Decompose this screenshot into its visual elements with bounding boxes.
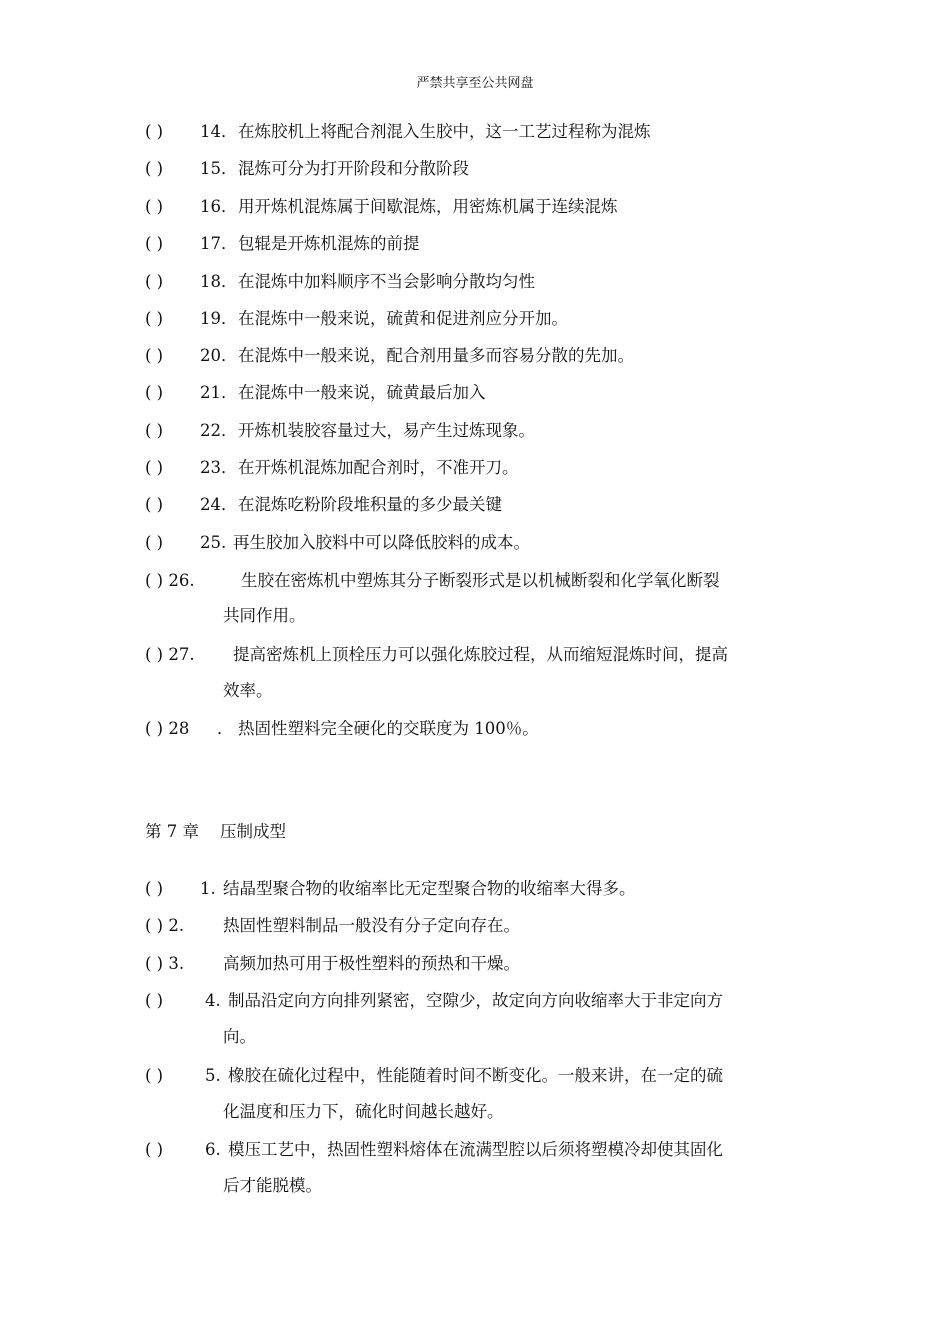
answer-blank: ( ) 26. <box>145 571 195 590</box>
answer-blank: ( ) <box>145 346 164 365</box>
chapter-heading: 第 7 章 压制成型 <box>145 822 286 841</box>
answer-blank: ( ) <box>145 197 164 216</box>
question-text: 在混炼中一般来说，硫黄最后加入 <box>238 383 486 402</box>
question-text: 生胶在密炼机中塑炼其分子断裂形式是以机械断裂和化学氧化断裂 <box>241 571 720 590</box>
question-text: 在混炼中加料顺序不当会影响分散均匀性 <box>238 272 535 291</box>
answer-blank: ( ) <box>145 421 164 440</box>
question-text: 开炼机装胶容量过大，易产生过炼现象。 <box>238 421 535 440</box>
answer-blank: ( ) 2. <box>145 916 185 935</box>
answer-blank: ( ) <box>145 1066 164 1085</box>
question-number: 14． <box>200 122 238 141</box>
question-text-continued: 化温度和压力下，硫化时间越长越好。 <box>223 1102 504 1121</box>
question-text: 热固性塑料制品一般没有分子定向存在。 <box>223 916 520 935</box>
question-text: 模压工艺中，热固性塑料熔体在流满型腔以后须将塑模冷却使其固化 <box>228 1140 723 1159</box>
question-number: 5. <box>205 1066 221 1085</box>
answer-blank: ( ) <box>145 272 164 291</box>
question-text: 橡胶在硫化过程中，性能随着时间不断变化。一般来讲，在一定的硫 <box>228 1066 723 1085</box>
answer-blank: ( ) <box>145 159 164 178</box>
answer-blank: ( ) <box>145 991 164 1010</box>
question-text-continued: 后才能脱模。 <box>223 1176 322 1195</box>
question-number: 19． <box>200 309 238 328</box>
question-text: 再生胶加入胶料中可以降低胶料的成本。 <box>233 533 530 552</box>
question-number: 25. <box>200 533 227 552</box>
answer-blank: ( ) <box>145 495 164 514</box>
question-text: 提高密炼机上顶栓压力可以强化炼胶过程，从而缩短混炼时间，提高 <box>233 645 728 664</box>
question-number: 21． <box>200 383 238 402</box>
question-text: 包辊是开炼机混炼的前提 <box>238 234 420 253</box>
question-number: ． <box>217 719 234 738</box>
question-number: 6. <box>205 1140 221 1159</box>
answer-blank: ( ) <box>145 309 164 328</box>
question-number: 4. <box>205 991 221 1010</box>
question-text: 用开炼机混炼属于间歇混炼，用密炼机属于连续混炼 <box>238 197 618 216</box>
question-number: 22． <box>200 421 238 440</box>
answer-blank: ( ) <box>145 383 164 402</box>
question-number: 15． <box>200 159 238 178</box>
answer-blank: ( ) <box>145 879 164 898</box>
question-number: 20． <box>200 346 238 365</box>
question-text: 在混炼吃粉阶段堆积量的多少最关键 <box>238 495 502 514</box>
answer-blank: ( ) <box>145 234 164 253</box>
question-text-continued: 向。 <box>223 1027 256 1046</box>
question-text: 高频加热可用于极性塑料的预热和干燥。 <box>223 954 520 973</box>
question-text-continued: 共同作用。 <box>223 606 306 625</box>
answer-blank: ( ) <box>145 1140 164 1159</box>
question-number: 18． <box>200 272 238 291</box>
question-text: 在炼胶机上将配合剂混入生胶中，这一工艺过程称为混炼 <box>238 122 651 141</box>
answer-blank: ( ) 28 <box>145 719 190 738</box>
answer-blank: ( ) <box>145 458 164 477</box>
question-number: 23． <box>200 458 238 477</box>
question-text-continued: 效率。 <box>223 681 273 700</box>
question-text: 混炼可分为打开阶段和分散阶段 <box>238 159 469 178</box>
question-text: 在混炼中一般来说，配合剂用量多而容易分散的先加。 <box>238 346 634 365</box>
question-number: 17． <box>200 234 238 253</box>
answer-blank: ( ) 3. <box>145 954 185 973</box>
page-header: 严禁共享至公共网盘 <box>416 76 534 91</box>
answer-blank: ( ) 27. <box>145 645 195 664</box>
question-text: 热固性塑料完全硬化的交联度为 100％。 <box>238 719 539 738</box>
question-number: 1. <box>200 879 216 898</box>
question-text: 在开炼机混炼加配合剂时，不准开刀。 <box>238 458 519 477</box>
question-number: 24． <box>200 495 238 514</box>
answer-blank: ( ) <box>145 122 164 141</box>
question-text: 在混炼中一般来说，硫黄和促进剂应分开加。 <box>238 309 568 328</box>
question-text: 制品沿定向方向排列紧密，空隙少，故定向方向收缩率大于非定向方 <box>228 991 723 1010</box>
answer-blank: ( ) <box>145 533 164 552</box>
question-text: 结晶型聚合物的收缩率比无定型聚合物的收缩率大得多。 <box>223 879 636 898</box>
question-number: 16． <box>200 197 238 216</box>
